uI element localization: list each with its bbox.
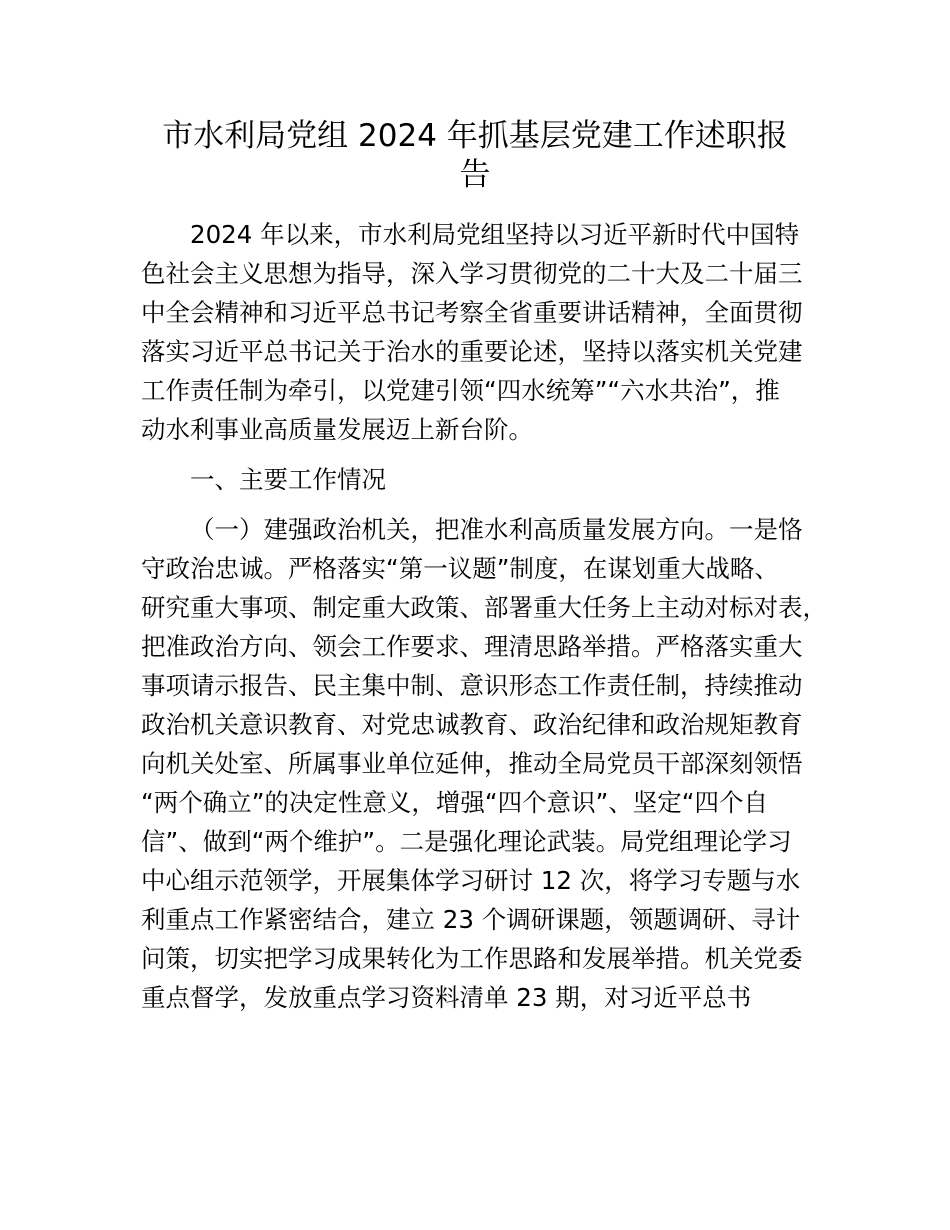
- paragraph-line: （一）建强政治机关，把准水利高质量发展方向。一是恪: [190, 515, 803, 544]
- section-paragraph: [141, 510, 831, 1017]
- intro-paragraph: [141, 215, 831, 449]
- paragraph-line: 动水利事业高质量发展迈上新台阶。: [141, 415, 533, 444]
- paragraph-line: 落实习近平总书记关于治水的重要论述，坚持以落实机关党建: [141, 337, 803, 366]
- paragraph-line: 中全会精神和习近平总书记考察全省重要讲话精神，全面贯彻: [141, 298, 803, 327]
- paragraph-line: 问策，切实把学习成果转化为工作思路和发展举措。机关党委: [141, 944, 803, 973]
- document-title: [140, 114, 810, 192]
- paragraph-line: 信”、做到“两个维护”。二是强化理论武装。局党组理论学习: [141, 827, 792, 856]
- title-line: 告: [459, 157, 491, 193]
- paragraph-line: 守政治忠诚。严格落实“第一议题”制度，在谋划重大战略、: [141, 554, 779, 583]
- title-line: 市水利局党组 2024 年抓基层党建工作述职报: [162, 118, 788, 154]
- paragraph-line: 工作责任制为牵引，以党建引领“四水统筹”“六水共治”，推: [141, 376, 780, 405]
- paragraph-line: 把准政治方向、领会工作要求、理清思路举措。严格落实重大: [141, 632, 803, 661]
- paragraph-line: 2024 年以来，市水利局党组坚持以习近平新时代中国特: [190, 220, 800, 249]
- paragraph-line: “两个确立”的决定性意义，增强“四个意识”、坚定“四个自: [141, 788, 768, 817]
- paragraph-line: 研究重大事项、制定重大政策、部署重大任务上主动对标对表，: [141, 593, 827, 622]
- paragraph-line: 事项请示报告、民主集中制、意识形态工作责任制，持续推动: [141, 671, 803, 700]
- paragraph-line: 色社会主义思想为指导，深入学习贯彻党的二十大及二十届三: [141, 259, 803, 288]
- paragraph-line: 中心组示范领学，开展集体学习研讨 12 次，将学习专题与水: [141, 866, 801, 895]
- paragraph-line: 向机关处室、所属事业单位延伸，推动全局党员干部深刻领悟: [141, 749, 803, 778]
- document-body: [141, 215, 831, 1017]
- section-heading-paragraph: [141, 460, 831, 499]
- paragraph-line: 利重点工作紧密结合，建立 23 个调研课题，领题调研、寻计: [141, 905, 801, 934]
- paragraph-line: 重点督学，发放重点学习资料清单 23 期，对习近平总书: [141, 983, 752, 1012]
- section-heading: 一、主要工作情况: [190, 465, 386, 494]
- paragraph-line: 政治机关意识教育、对党忠诚教育、政治纪律和政治规矩教育: [141, 710, 803, 739]
